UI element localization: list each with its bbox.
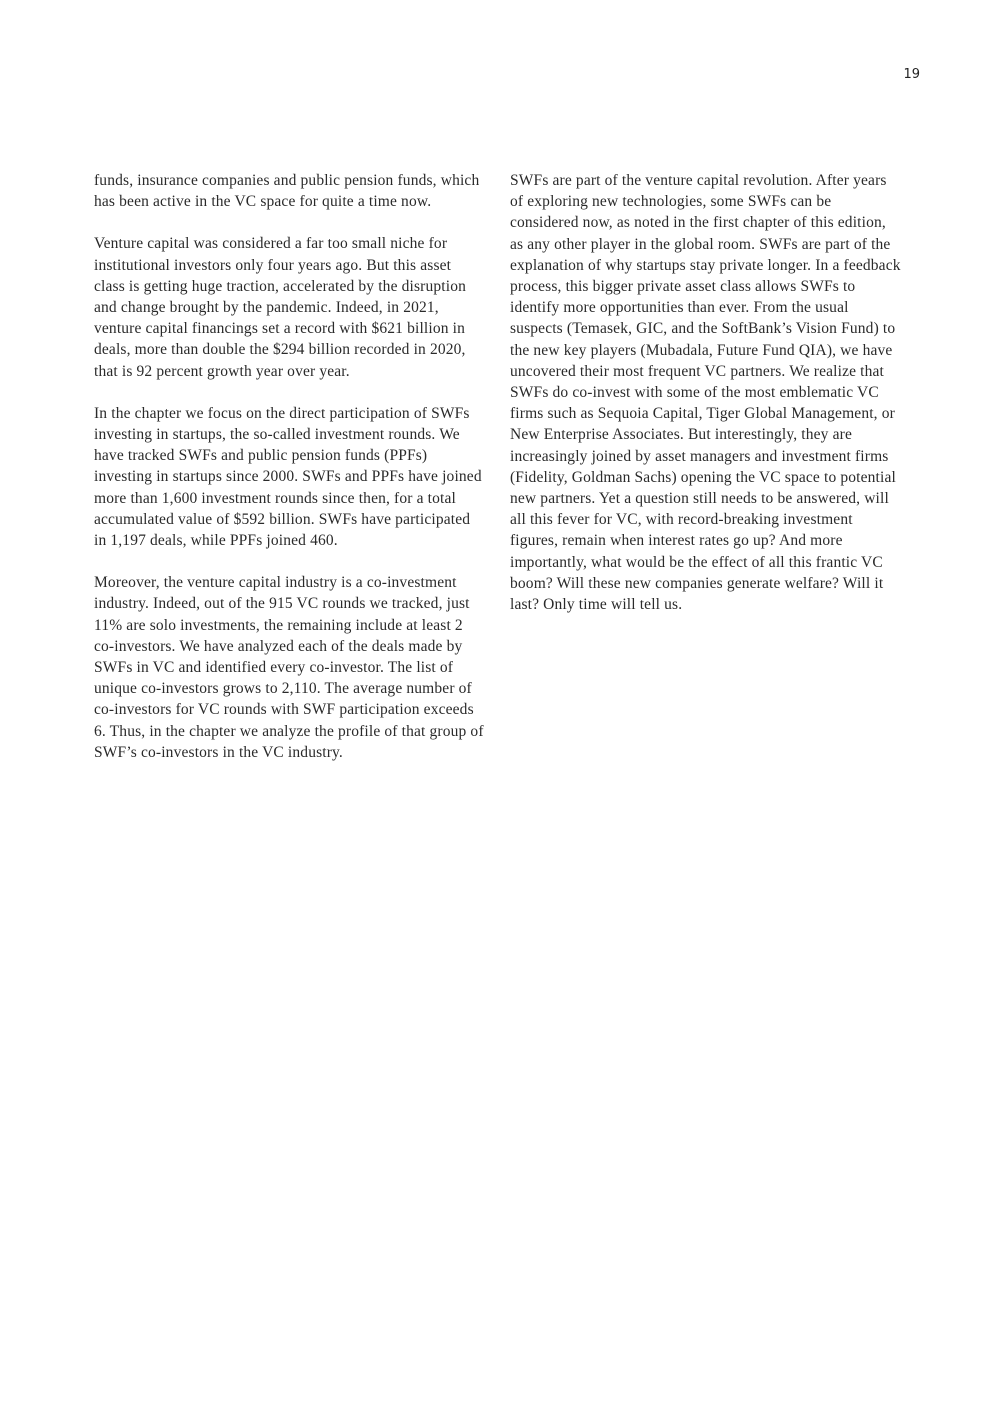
paragraph-funds-intro: funds, insurance companies and public pension funds, which has been active in the VC space for quite a time now. xyxy=(94,172,480,211)
paragraph-direct-participation: In the chapter we focus on the direct participation of SWFs investing in startups, the so-called investment rounds. We have tracked SWFs and public pension funds (PPFs) investing in startups since 2000. SWFs and PPFs have joined more than 1,600 investment rounds since then, for a total accumulated value of $592 billion. SWFs have participated in 1,197 deals, while PPFs joined 460. xyxy=(94,404,482,550)
paragraph-co-investment: Moreover, the venture capital industry is a co-investment industry. Indeed, out of the 915 VC rounds we tracked, just 11% are solo investments, the remaining include at least 2 co-investors. We have analyzed each of the deals made by SWFs in VC and identified every co-investor. The list of unique co-investors grows to 2,110. The average number of co-investors for VC rounds with SWF participation exceeds 6. Thus, in the chapter we analyze the profile of that group of SWF’s co-investors in the VC industry. xyxy=(94,574,484,761)
page-number: 19 xyxy=(903,67,920,82)
paragraph-vc-revolution: SWFs are part of the venture capital revolution. After years of exploring new technologies, some SWFs can be considered now, as noted in the first chapter of this edition, as any other player in the global room. SWFs are part of the explanation of why startups stay private longer. In a feedback process, this bigger private asset class allows SWFs to identify more opportunities than ever. From the usual suspects (Temasek, GIC, and the SoftBank’s Vision Fund) to the new key players (Mubadala, Future Fund QIA), we have uncovered their most frequent VC partners. We realize that SWFs do co-invest with some of the most emblematic VC firms such as Sequoia Capital, Tiger Global Management, or New Enterprise Associates. But interestingly, they are increasingly joined by asset managers and investment firms (Fidelity, Goldman Sachs) opening the VC space to potential new partners. Yet a question still needs to be answered, will all this fever for VC, with record-breaking investment figures, remain when interest rates go up? And more importantly, what would be the effect of all this frantic VC boom? Will these new companies generate welfare? Will it last? Only time will tell us. xyxy=(510,172,901,614)
paragraph-venture-capital-niche: Venture capital was considered a far too small niche for institutional investors only four years ago. But this asset class is getting huge traction, accelerated by the disruption and change brought by the pandemic. Indeed, in 2021, venture capital financings set a record with $621 billion in deals, more than double the $294 billion recorded in 2020, that is 92 percent growth year over year. xyxy=(94,235,466,380)
right-text-column xyxy=(510,170,902,636)
left-text-column xyxy=(94,170,486,784)
